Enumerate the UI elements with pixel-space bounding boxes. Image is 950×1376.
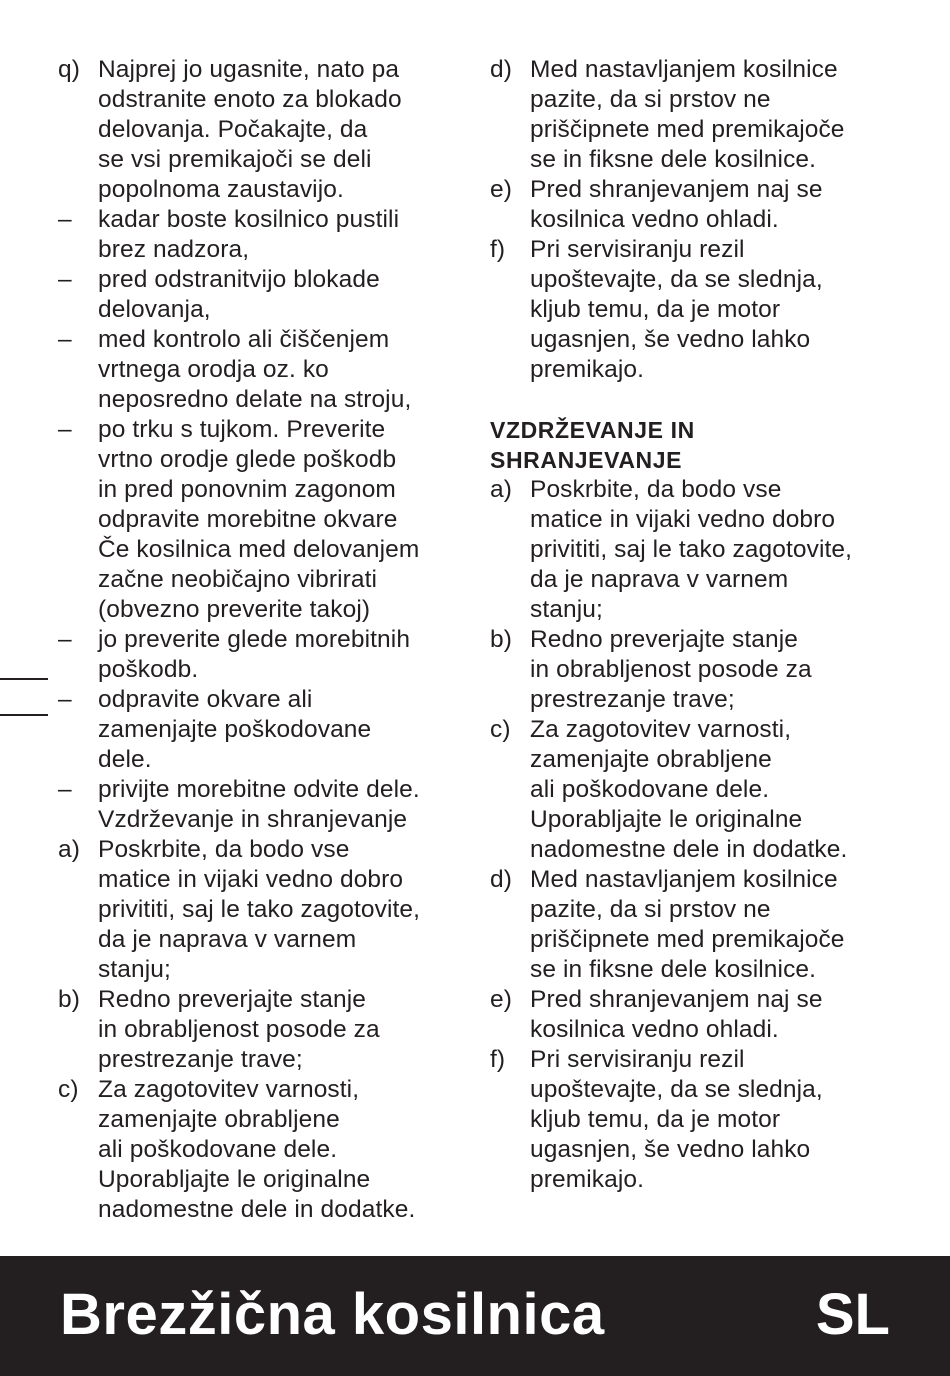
list-text: pred odstranitvijo blokade delovanja, [98, 266, 380, 323]
list-item [490, 985, 890, 1045]
list-text: Poskrbite, da bodo vse matice in vijaki vedno dobro privititi, saj le tako zagotovite, da je naprava v varnem stanju; [98, 836, 421, 983]
list-text: Pred shranjevanjem naj se kosilnica vedno ohladi. [530, 176, 823, 233]
list-marker: f) [490, 236, 506, 263]
crop-mark [0, 678, 48, 680]
left-column [58, 55, 458, 1225]
list-item [490, 475, 890, 625]
list-text: jo preverite glede morebitnih poškodb. [98, 626, 411, 683]
footer-bar [0, 1256, 950, 1376]
list-item [490, 55, 890, 175]
list-marker: c) [58, 1076, 79, 1103]
list-item [58, 1075, 458, 1225]
list-text: med kontrolo ali čiščenjem vrtnega orodja oz. ko neposredno delate na stroju, [98, 326, 412, 413]
list-text: Najprej jo ugasnite, nato pa odstranite enoto za blokado delovanja. Počakajte, da se vsi premikajoči se deli popolnoma zaustavijo. [98, 56, 402, 203]
list-text: Za zagotovitev varnosti, zamenjajte obrabljene ali poškodovane dele. Uporabljajte le originalne nadomestne dele in dodatke. [98, 1076, 416, 1223]
right-column [490, 55, 890, 1195]
list-text: Redno preverjajte stanje in obrabljenost posode za prestrezanje trave; [530, 626, 812, 713]
list-marker: e) [490, 986, 512, 1013]
list-item [58, 625, 458, 685]
list-marker: – [58, 686, 72, 713]
list-marker: a) [58, 836, 80, 863]
list-item [490, 175, 890, 235]
list-marker: b) [58, 986, 80, 1013]
list-item [58, 205, 458, 265]
list-marker: b) [490, 626, 512, 653]
list-item [490, 235, 890, 385]
footer-title: Brezžična kosilnica [60, 1282, 605, 1347]
list-marker: – [58, 326, 72, 353]
list-marker: – [58, 626, 72, 653]
list-marker: d) [490, 866, 512, 893]
list-marker: d) [490, 56, 512, 83]
list-item [490, 625, 890, 715]
list-text: po trku s tujkom. Preverite vrtno orodje glede poškodb in pred ponovnim zagonom odpravite morebitne okvare Če kosilnica med delovanjem začne neobičajno vibrirati (obvezno preverite takoj) [98, 416, 420, 623]
list-text: privijte morebitne odvite dele. Vzdrževanje in shranjevanje [98, 776, 420, 833]
list-marker: c) [490, 716, 511, 743]
list-item [58, 685, 458, 775]
list-text: Pri servisiranju rezil upoštevajte, da se slednja, kljub temu, da je motor ugasnjen, še vedno lahko premikajo. [530, 236, 823, 383]
list-item [58, 325, 458, 415]
list-marker: f) [490, 1046, 506, 1073]
list-text: Med nastavljanjem kosilnice pazite, da si prstov ne priščipnete med premikajoče se in fiksne dele kosilnice. [530, 56, 845, 173]
list-text: Poskrbite, da bodo vse matice in vijaki vedno dobro privititi, saj le tako zagotovite, da je naprava v varnem stanju; [530, 476, 853, 623]
list-marker: – [58, 206, 72, 233]
list-text: odpravite okvare ali zamenjajte poškodovane dele. [98, 686, 372, 773]
list-marker: – [58, 776, 72, 803]
section-heading: VZDRŽEVANJE IN SHRANJEVANJE [490, 417, 695, 473]
list-item [490, 1045, 890, 1195]
list-text: Pri servisiranju rezil upoštevajte, da se slednja, kljub temu, da je motor ugasnjen, še vedno lahko premikajo. [530, 1046, 823, 1193]
list-text: Redno preverjajte stanje in obrabljenost posode za prestrezanje trave; [98, 986, 380, 1073]
list-marker: q) [58, 56, 80, 83]
list-item [490, 715, 890, 865]
list-marker: – [58, 416, 72, 443]
language-code: SL [815, 1282, 890, 1347]
list-item [58, 775, 458, 835]
list-marker: – [58, 266, 72, 293]
list-item [58, 985, 458, 1075]
list-item [490, 865, 890, 985]
list-item [58, 415, 458, 625]
crop-mark [0, 714, 48, 716]
list-marker: a) [490, 476, 512, 503]
list-item [58, 55, 458, 205]
list-item [58, 265, 458, 325]
list-text: kadar boste kosilnico pustili brez nadzora, [98, 206, 400, 263]
list-text: Pred shranjevanjem naj se kosilnica vedno ohladi. [530, 986, 823, 1043]
list-text: Med nastavljanjem kosilnice pazite, da si prstov ne priščipnete med premikajoče se in fiksne dele kosilnice. [530, 866, 845, 983]
list-marker: e) [490, 176, 512, 203]
list-item [58, 835, 458, 985]
list-text: Za zagotovitev varnosti, zamenjajte obrabljene ali poškodovane dele. Uporabljajte le originalne nadomestne dele in dodatke. [530, 716, 848, 863]
